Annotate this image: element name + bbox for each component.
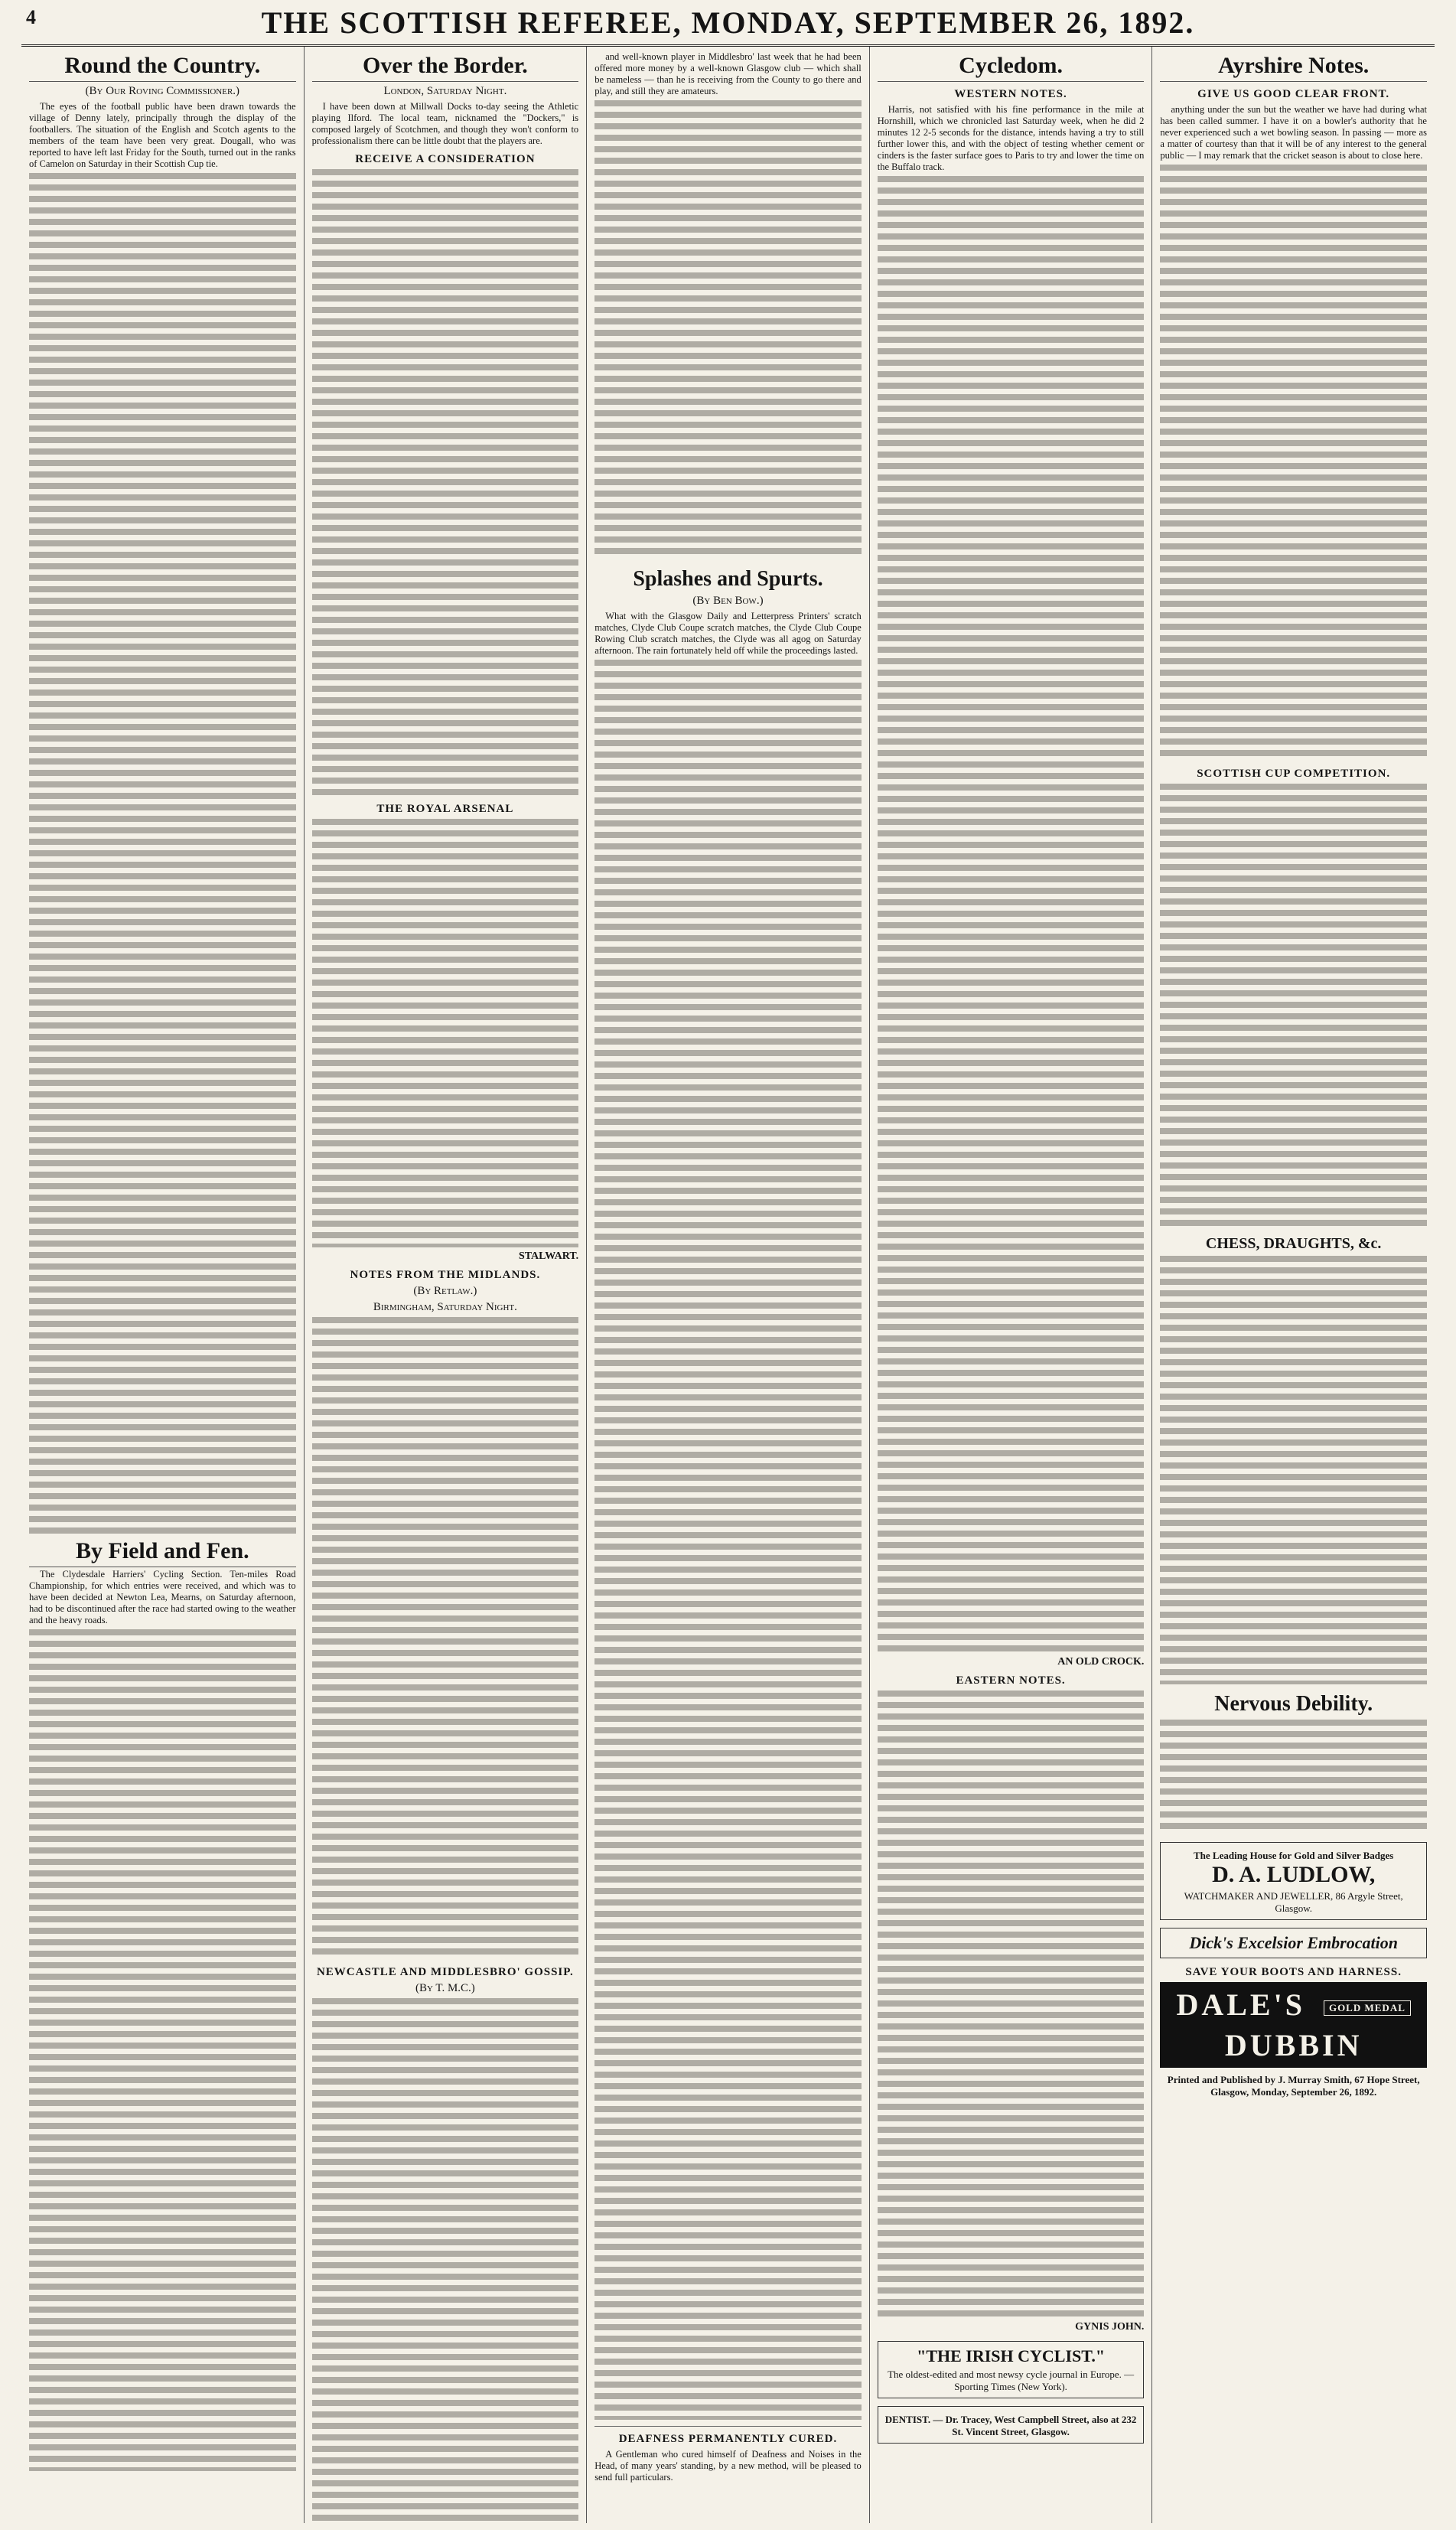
section-byline: (By Ben Bow.) [692,595,764,607]
advert-text: The oldest-edited and most newsy cycle journal in Europe. — Sporting Times (New York). [888,2369,1135,2392]
column-round-the-country [21,47,305,2523]
column-splashes-and-spurts [587,47,870,2523]
article-body-text [1160,784,1427,1228]
article-body-text [312,819,579,1247]
article-body-text [312,1998,579,2523]
newspaper-title: THE SCOTTISH REFEREE, MONDAY, SEPTEMBER 26, 1892. [261,5,1195,40]
section-title: Round the Country. [29,53,296,82]
advert-heading: The Leading House for Gold and Silver Badges [1193,1850,1394,1861]
advert-text: A Gentleman who cured himself of Deafness and Noises in the Head, of many years' standing, by a new method, will be pleased to send full particulars. [594,2449,862,2483]
article-body-text [1160,1256,1427,1684]
dateline: Birmingham, Saturday Night. [373,1301,517,1313]
advert-boots-heading: SAVE YOUR BOOTS AND HARNESS. [1185,1966,1402,1978]
article-body-text [312,1317,579,1960]
advert-dentist [878,2406,1145,2444]
column-over-the-border [305,47,588,2523]
advert-dales-text: DALE'S [1176,1987,1305,2022]
byline: (By Retlaw.) [413,1285,477,1297]
article-lead: The Clydesdale Harriers' Cycling Section. Ten-miles Road Championship, for which entries were received, and which was to have been decided at Newton Lea, Mearns, on Saturday afternoon, had to be discontinued after the race had started owing to the weather and the heavy roads. [29,1569,296,1625]
article-body-text [29,173,296,1535]
article-body-text [878,176,1145,1653]
advert-title: Dick's Excelsior Embrocation [1189,1933,1398,1952]
article-body-text [1160,165,1427,761]
advert-text: WATCHMAKER AND JEWELLER, 86 Argyle Street, Glasgow. [1184,1890,1403,1914]
signature: GYNIS JOHN. [1075,2321,1145,2333]
section-title: Ayrshire Notes. [1160,53,1427,82]
article-lead: anything under the sun but the weather we have had during what has been called summer. I have it on a bowler's authority that he never experienced such a wet bowling season. In passing — more as a matter of courtesy than that it will be of any interest to the general public — I may remark that the cricket season is about to close here. [1160,104,1427,161]
advert-dales [1160,1982,1427,2027]
subheading: GIVE US GOOD CLEAR FRONT. [1197,88,1390,100]
columns [21,47,1435,2523]
section-title: Nervous Debility. [1214,1692,1373,1716]
article-lead: Harris, not satisfied with his fine performance in the mile at Hornshill, which we chronicled last Saturday week, when he did 2 minutes 12 2-5 seconds for the distance, intends having a try to still further lower this, and with the object of testing whether cement or cinders is the faster surface goes to Paris to try and lower the time on the Buffalo track. [877,104,1145,172]
article-lead: What with the Glasgow Daily and Letterpress Printers' scratch matches, Clyde Club Coupe scratch matches, the Clyde Club Coupe Rowing Club scratch matches, the Clyde was all agog on Saturday afternoon. The rain fortunately held off while the proceedings lasted. [594,611,862,656]
article-body-text [594,100,862,559]
dateline: London, Saturday Night. [383,85,507,97]
page-number: 4 [26,6,36,28]
article-lead: I have been down at Millwall Docks to-day seeing the Athletic playing Ilford. The local team, nicknamed the "Dockers," is composed largely of Scotchmen, and though they won't conform to professionalism there can be little doubt that the players are. [311,101,579,146]
article-body-text [312,169,579,797]
subheading: NOTES FROM THE MIDLANDS. [350,1269,541,1281]
article-body-text [594,660,862,2420]
section-byline: (By Our Roving Commissioner.) [85,85,240,97]
section-title: Cycledom. [878,53,1145,82]
continued-text: and well-known player in Middlesbro' last week that he had been offered more money by a well-known Glasgow club — which shall be nameless — than he is receiving from the County to go there and play, and still they are amateurs. [594,51,862,96]
subheading: EASTERN NOTES. [956,1674,1066,1687]
subheading: WESTERN NOTES. [954,88,1067,100]
section-title-by-field-and-fen: By Field and Fen. [29,1538,296,1567]
divider [594,2426,862,2427]
imprint-footer: Printed and Published by J. Murray Smith, 67 Hope Street, Glasgow, Monday, September 26, 1892. [1167,2074,1420,2098]
subheading: RECEIVE A CONSIDERATION [355,153,536,165]
signature: STALWART. [518,1250,579,1262]
section-title: Over the Border. [312,53,579,82]
column-ayrshire-notes [1152,47,1435,2523]
signature: AN OLD CROCK. [1057,1656,1145,1668]
advert-irish-cyclist [878,2341,1145,2398]
subheading: SCOTTISH CUP COMPETITION. [1197,768,1391,780]
advert-title: "THE IRISH CYCLIST." [917,2346,1106,2365]
advert-dubbin: DUBBIN [1160,2027,1427,2068]
column-cycledom [870,47,1153,2523]
advert-embrocation [1160,1928,1427,1958]
advert-ludlow [1160,1842,1427,1920]
article-body-text [29,1629,296,2471]
advert-name: D. A. LUDLOW, [1212,1862,1376,1887]
advert-title: DEAFNESS PERMANENTLY CURED. [618,2433,838,2445]
advert-text: DENTIST. — Dr. Tracey, West Campbell Street, also at 232 St. Vincent Street, Glasgow. [884,2414,1137,2437]
byline: (By T. M.C.) [415,1982,475,1994]
article-lead: The eyes of the football public have been drawn towards the village of Denny lately, principally through the display of the footballers. The situation of the English and Scotch agents to the members of the team have been very great. Dougall, who was reported to have left last Friday for the South, turned out in the ranks of Camelon on Saturday in their Scottish Cup tie. [29,101,296,169]
masthead [21,0,1435,47]
subheading: NEWCASTLE AND MIDDLESBRO' GOSSIP. [316,1966,574,1978]
section-title: CHESS, DRAUGHTS, &c. [1205,1235,1382,1252]
article-body-text [878,1690,1145,2318]
section-title: Splashes and Spurts. [633,567,823,591]
subheading: THE ROYAL ARSENAL [376,803,514,815]
article-body-text [1160,1720,1427,1834]
medal-badge: GOLD MEDAL [1324,2000,1411,2016]
